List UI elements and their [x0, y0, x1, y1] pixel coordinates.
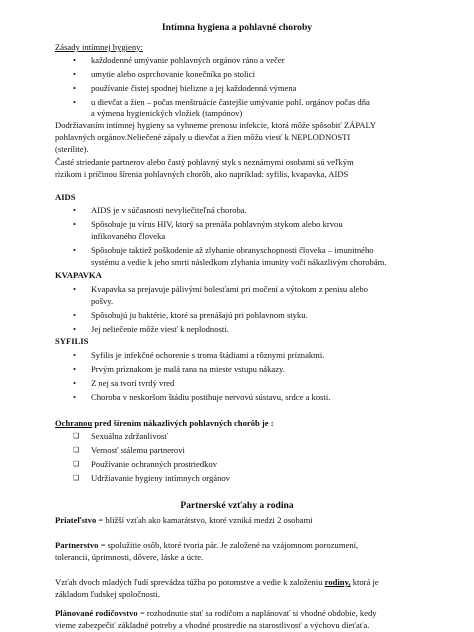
section-heading-aids: AIDS: [55, 192, 76, 202]
definition-planned-parenthood: Plánované rodičovstvo = rozhodnutie stať sa rodičom a naplánovať si vhodné obdobie, kedy: [55, 608, 377, 618]
paragraph-line: vieme zabezpečiť základné potreby a vhodné prostredie na starostlivosť a výchovu dieťaťa.: [55, 620, 370, 630]
paragraph-line: (sterilite).: [55, 144, 89, 154]
checkbox-bullet-icon: ❑: [73, 474, 80, 482]
paragraph-line: pohlavných orgánov.Neliečené zápaly u dievčat a žien môžu viesť k NEPLODNOSTI: [55, 132, 351, 142]
definition-friendship: Priateľstvo = bližší vzťah ako kamarátstvo, ktoré vzniká medzi 2 osobami: [55, 515, 313, 525]
section-title: Partnerské vzťahy a rodina: [180, 500, 294, 511]
definition-partnership: Partnerstvo = spolužitie osôb, ktoré tvoria pár. Je založené na vzájomnom porozumení,: [55, 540, 359, 550]
paragraph-line: Časté striedanie partnerov alebo častý pohlavný styk s neznámymi osobami sú veľkým: [55, 157, 354, 167]
paragraph-line: tolerancii, úprimnosti, dôvere, láske a úcte.: [55, 552, 204, 562]
document-page: Intímna hygiena a pohlavné choroby Zásady intímnej hygieny: • každodenné umývanie pohlavných orgánov ráno a večer • umytie alebo osprchovanie konečníka po stolici • používanie čistej spodnej bielizne a jej každodenná výmena • u dievčat a žien – počas menštruácie častejšie umývanie pohl. orgánov počas dňa a výmena hygienických vložiek (tampónov) Dodržiavaním intímnej hygieny sa vyhneme prenosu infekcie, ktorá môže spôsobiť ZÁPALY pohlavných orgánov.Neliečené zápaly u dievčat a žien môžu viesť k NEPLODNOSTI (sterilite). Časté striedanie partnerov alebo častý pohlavný styk s neznámymi osobami sú veľkým rizikom i príčinou šírenia pohlavných chorôb, ako napríklad: syfilis, kvapavka, AIDS AIDS • AIDS je v súčasnosti nevyliečiteľná choroba. • Spôsobuje ju vírus HIV, ktorý sa prenáša pohlavným stykom alebo krvou infikovaného človeka • Spôsobuje taktiež poškodenie až zlyhanie obranyschopnosti človeka – imunitného systému a vedie k jeho smrti následkom zlyhania imunity voči nákazlivým chorobám. KVAPAVKA • Kvapavka sa prejavuje pálivými bolesťami pri močení a výtokom z penisu alebo pošvy. • Spôsobujú ju baktérie, ktoré sa prenášajú pri pohlavnom styku. • Jej neliečenie môže viesť k neplodnosti. SYFILIS • Syfilis je infekčné ochorenie s troma štádiami a rôznymi príznakmi. • Prvým príznakom je malá rana na mieste vstupu nákazy. • Z nej sa tvorí tvrdý vred • Choroba v neskoršom štádiu postihuje nervovú sústavu, srdce a kosti. Ochranou pred šírením nákazlivých pohlavných chorôb je : ❑ Sexuálna zdržanlivosť ❑ Vernosť stálemu partnerovi ❑ Používanie ochranných prostriedkov ❑ Udržiavanie hygieny intímnych orgánov Partnerské vzťahy a rodina Priateľstvo = bližší vzťah ako kamarátstvo, ktoré vzniká medzi 2 osobami Partnerstvo = spolužitie osôb, ktoré tvoria pár. Je založené na vzájomnom porozumení, tolerancii, úprimnosti, dôvere, láske a úcte. Vzťah dvoch mladých ľudí sprevádza túžba po potomstve a vedie k založeniu rodiny, ktorá je základom ľudskej spoločnosti. Plánované rodičovstvo = rozhodnutie stať sa rodičom a naplánovať si vhodné obdobie, kedy vieme zabezpečiť základné potreby a vhodné prostredie na starostlivosť a výchovu dieťaťa.: [0, 0, 474, 632]
list-item-continuation: systému a vedie k jeho smrti následkom zlyhania imunity voči nákazlivým chorobám.: [91, 257, 387, 267]
page-title: Intímna hygiena a pohlavné choroby: [161, 22, 313, 33]
paragraph-line: základom ľudskej spoločnosti.: [55, 589, 160, 599]
paragraph-line: Dodržiavaním intímnej hygieny sa vyhneme prenosu infekcie, ktorá môže spôsobiť ZÁPALY: [55, 120, 377, 130]
section-heading-kvapavka: KVAPAVKA: [55, 270, 102, 280]
section-heading-syfilis: SYFILIS: [55, 336, 89, 346]
list-item-continuation: pošvy.: [91, 296, 114, 306]
paragraph-line: rizikom i príčinou šírenia pohlavných chorôb, ako napríklad: syfilis, kvapavka, AIDS: [55, 169, 349, 179]
list-item-continuation: a výmena hygienických vložiek (tampónov): [91, 108, 243, 118]
family-paragraph: Vzťah dvoch mladých ľudí sprevádza túžba po potomstve a vedie k založeniu rodiny, ktorá je: [55, 577, 379, 587]
rules-heading: Zásady intímnej hygieny:: [55, 42, 143, 52]
list-item-continuation: infikovaného človeka: [91, 231, 166, 241]
checkbox-bullet-icon: ❑: [73, 460, 80, 468]
protection-heading: Ochranou pred šírením nákazlivých pohlavných chorôb je :: [55, 418, 274, 428]
checkbox-bullet-icon: ❑: [73, 446, 80, 454]
checkbox-bullet-icon: ❑: [73, 432, 80, 440]
